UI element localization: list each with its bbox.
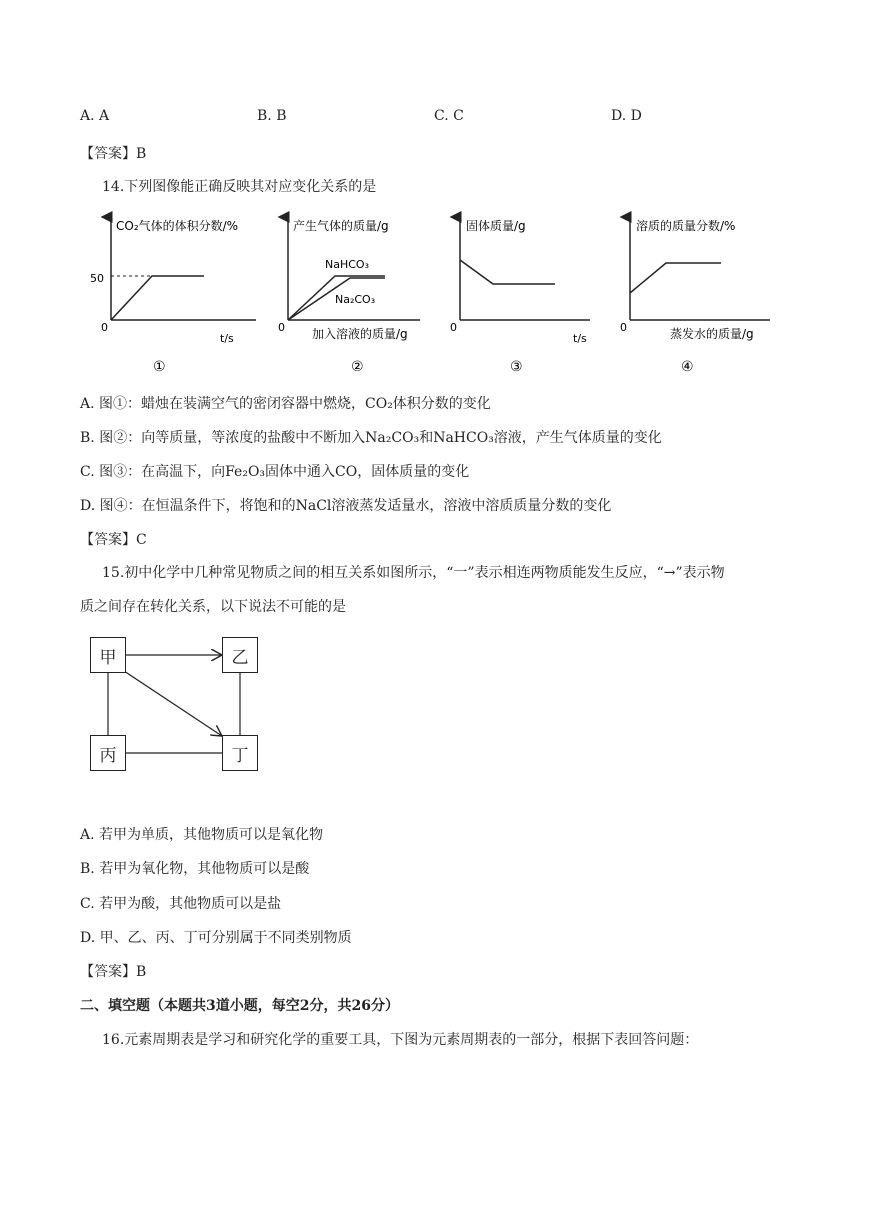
node-yi: 乙 bbox=[222, 637, 258, 673]
q14-option-d: D. 图④：在恒温条件下，将饱和的NaCl溶液蒸发适量水，溶液中溶质质量分数的变化 bbox=[80, 498, 612, 514]
q13-answer: 【答案】B bbox=[80, 146, 147, 162]
q15-answer: 【答案】B bbox=[80, 964, 147, 980]
graph-1-xlabel: t/s bbox=[220, 332, 234, 345]
q14-graphs bbox=[80, 205, 800, 380]
q13-option-d: D. D bbox=[611, 108, 642, 124]
node-bing: 丙 bbox=[90, 735, 126, 771]
graph-3 bbox=[450, 217, 590, 375]
q14-answer: 【答案】C bbox=[80, 532, 147, 548]
q13-option-c: C. C bbox=[434, 108, 464, 124]
graph-3-origin: 0 bbox=[450, 321, 457, 334]
graph-4-caption: ④ bbox=[681, 359, 694, 375]
q15-stem-line2: 质之间存在转化关系，以下说法不可能的是 bbox=[80, 599, 346, 615]
graph-3-xlabel: t/s bbox=[573, 332, 587, 345]
graph-4-ylabel: 溶质的质量分数/% bbox=[636, 219, 736, 233]
node-jia: 甲 bbox=[90, 637, 126, 673]
graph-1-curve bbox=[111, 276, 204, 320]
q15-option-b: B. 若甲为氧化物，其他物质可以是酸 bbox=[80, 861, 310, 877]
graph-2-caption: ② bbox=[351, 359, 364, 375]
graph-2-origin: 0 bbox=[278, 321, 285, 334]
q14-option-c: C. 图③：在高温下，向Fe₂O₃固体中通入CO，固体质量的变化 bbox=[80, 464, 470, 480]
q15-option-c: C. 若甲为酸，其他物质可以是盐 bbox=[80, 896, 282, 912]
q14-stem: 14.下列图像能正确反映其对应变化关系的是 bbox=[102, 179, 377, 195]
graph-2-ylabel: 产生气体的质量/g bbox=[293, 219, 389, 233]
q15-stem-line1: 15.初中化学中几种常见物质之间的相互关系如图所示，“一”表示相连两物质能发生反应，“→”表示物 bbox=[102, 565, 725, 581]
graph-1-ytick: 50 bbox=[90, 272, 104, 285]
graph-3-curve bbox=[460, 260, 555, 284]
graph-4-origin: 0 bbox=[620, 321, 627, 334]
graph-3-caption: ③ bbox=[510, 359, 523, 375]
graph-1-caption: ① bbox=[153, 359, 166, 375]
q13-option-b: B. B bbox=[257, 108, 287, 124]
graph-2 bbox=[278, 217, 420, 375]
graph-2-label-na2co3: Na₂CO₃ bbox=[335, 293, 376, 306]
graph-3-ylabel: 固体质量/g bbox=[466, 219, 526, 233]
graph-2-label-nahco3: NaHCO₃ bbox=[325, 258, 369, 271]
graph-4-xlabel: 蒸发水的质量/g bbox=[670, 327, 754, 341]
node-ding: 丁 bbox=[222, 735, 258, 771]
q14-option-a: A. 图①：蜡烛在装满空气的密闭容器中燃烧，CO₂体积分数的变化 bbox=[80, 396, 491, 412]
arrow-jia-to-ding bbox=[124, 671, 222, 736]
q13-option-a: A. A bbox=[80, 108, 110, 124]
q16-stem: 16.元素周期表是学习和研究化学的重要工具，下图为元素周期表的一部分，根据下表回答问题： bbox=[102, 1032, 699, 1048]
q15-option-a: A. 若甲为单质，其他物质可以是氧化物 bbox=[80, 827, 324, 843]
q14-option-b: B. 图②：向等质量，等浓度的盐酸中不断加入Na₂CO₃和NaHCO₃溶液，产生气体质量的变化 bbox=[80, 430, 662, 446]
section-2-title: 二、填空题（本题共3道小题，每空2分，共26分） bbox=[80, 998, 399, 1014]
graph-1-ylabel: CO₂气体的体积分数/% bbox=[116, 219, 239, 233]
graph-1 bbox=[90, 217, 256, 375]
graph-4-curve bbox=[630, 263, 721, 293]
graph-4 bbox=[620, 217, 770, 375]
graph-1-origin: 0 bbox=[101, 321, 108, 334]
graph-2-xlabel: 加入溶液的质量/g bbox=[312, 327, 408, 341]
q15-option-d: D. 甲、乙、丙、丁可分别属于不同类别物质 bbox=[80, 930, 352, 946]
